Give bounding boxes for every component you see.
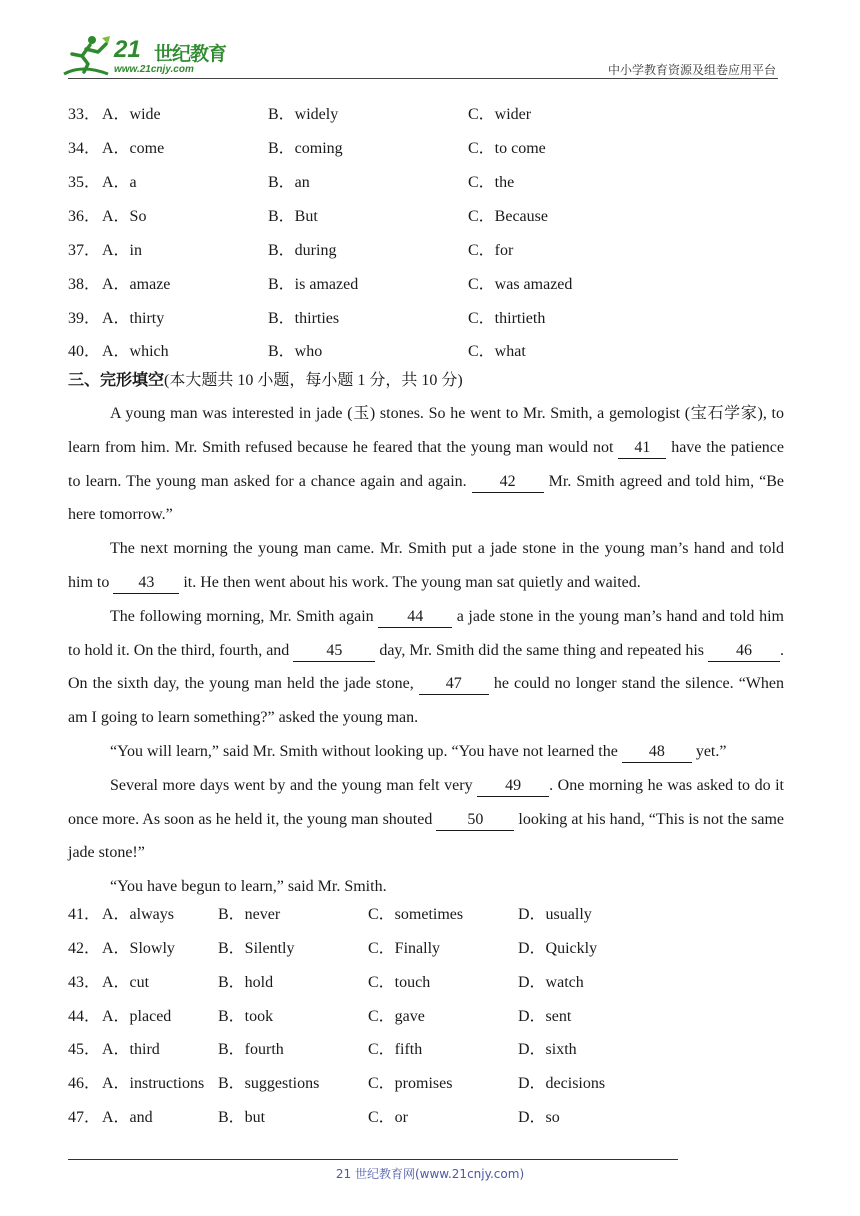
passage-paragraph (68, 735, 784, 769)
question-number: 45． (68, 1041, 101, 1058)
option-a[interactable]: A．third (102, 1041, 160, 1058)
option-b[interactable]: B．coming (268, 140, 343, 157)
passage-text: “You will learn,” said Mr. Smith without looking up. “You have not learned the (110, 742, 622, 760)
option-c[interactable]: C．touch (368, 974, 431, 991)
option-a[interactable]: A．Slowly (102, 940, 175, 957)
option-c[interactable]: C．Finally (368, 940, 441, 957)
option-b[interactable]: B．during (268, 242, 337, 259)
option-c[interactable]: C．fifth (368, 1041, 423, 1058)
question-number: 38． (68, 276, 101, 293)
blank-45[interactable]: 45 (293, 641, 375, 662)
option-d[interactable]: D．sixth (518, 1041, 577, 1058)
cloze-passage (68, 397, 784, 904)
option-b[interactable]: B．But (268, 208, 318, 225)
blank-41[interactable]: 41 (618, 438, 666, 459)
option-c[interactable]: C．thirtieth (468, 310, 546, 327)
passage-text: a jade stone in the young man’s hand and told him to hold it. On the third, fourth, and (68, 607, 784, 659)
question-number: 47． (68, 1109, 101, 1126)
passage-text: he could no longer stand the silence. “When am I going to learn something?” asked the young man. (68, 675, 784, 727)
passage-paragraph (68, 397, 784, 532)
option-a[interactable]: A．always (102, 906, 174, 923)
option-b[interactable]: B．suggestions (218, 1075, 320, 1092)
blank-50[interactable]: 50 (436, 810, 514, 831)
passage-text: The next morning the young man came. Mr. Smith put a jade stone in the young man’s hand and told him to (68, 540, 784, 591)
blank-44[interactable]: 44 (378, 607, 452, 628)
option-b[interactable]: B．hold (218, 974, 274, 991)
passage-text: yet.” (691, 742, 727, 760)
question-number: 40． (68, 343, 101, 360)
logo-number: 21 (114, 36, 141, 63)
option-d[interactable]: D．sent (518, 1008, 572, 1025)
option-d[interactable]: D．so (518, 1109, 560, 1126)
option-d[interactable]: D．usually (518, 906, 592, 923)
passage-text: . One morning he was asked to do it once more. As soon as he held it, the young man shouted (68, 776, 785, 828)
blank-42[interactable]: 42 (472, 472, 544, 493)
question-number: 43． (68, 974, 101, 991)
option-a[interactable]: A．and (102, 1109, 153, 1126)
passage-paragraph (68, 532, 784, 600)
option-b[interactable]: B．who (268, 343, 323, 360)
blank-47[interactable]: 47 (419, 674, 489, 695)
option-c[interactable]: C．promises (368, 1075, 453, 1092)
section-heading (68, 369, 463, 392)
passage-text: looking at his hand, “This is not the same jade stone!” (68, 810, 785, 862)
option-a[interactable]: A．placed (102, 1008, 172, 1025)
page-header (0, 0, 860, 90)
blank-43[interactable]: 43 (113, 573, 179, 594)
site-logo[interactable] (62, 34, 232, 80)
option-d[interactable]: D．Quickly (518, 940, 598, 957)
option-c[interactable]: C．Because (468, 208, 548, 225)
question-number: 46． (68, 1075, 101, 1092)
passage-text: A young man was interested in jade (玉) stones. So he went to Mr. Smith, a gemologist (宝石学家), to learn from him. Mr. Smith refused because he feared that the young man would not (68, 405, 784, 456)
blank-48[interactable]: 48 (622, 742, 692, 763)
passage-paragraph (68, 769, 784, 870)
platform-name: 中小学教育资源及组卷应用平台 (607, 63, 776, 77)
passage-text: The following morning, Mr. Smith again (110, 607, 379, 625)
question-number: 35． (68, 174, 101, 191)
footer-divider (68, 1159, 678, 1160)
section-title: 三、完形填空 (68, 370, 165, 389)
runner-logo-icon (62, 34, 114, 78)
option-a[interactable]: A．which (102, 343, 169, 360)
option-a[interactable]: A．instructions (102, 1075, 205, 1092)
option-c[interactable]: C．was amazed (468, 276, 573, 293)
option-c[interactable]: C．to come (468, 140, 546, 157)
option-c[interactable]: C．the (468, 174, 515, 191)
option-a[interactable]: A．wide (102, 106, 161, 123)
question-number: 44． (68, 1008, 101, 1025)
option-b[interactable]: B．thirties (268, 310, 340, 327)
option-c[interactable]: C．what (468, 343, 526, 360)
option-c[interactable]: C．sometimes (368, 906, 464, 923)
question-number: 33． (68, 106, 101, 123)
logo-url: www.21cnjy.com (114, 64, 194, 75)
question-number: 34． (68, 140, 101, 157)
blank-46[interactable]: 46 (708, 641, 780, 662)
passage-text: day, Mr. Smith did the same thing and repeated his (375, 641, 708, 659)
option-b[interactable]: B．an (268, 174, 310, 191)
option-b[interactable]: B．Silently (218, 940, 295, 957)
option-d[interactable]: D．decisions (518, 1075, 606, 1092)
option-a[interactable]: A．cut (102, 974, 150, 991)
option-b[interactable]: B．fourth (218, 1041, 284, 1058)
footer-link[interactable]: 21 世纪教育网(www.21cnjy.com) (335, 1167, 525, 1181)
blank-49[interactable]: 49 (477, 776, 549, 797)
question-number: 39． (68, 310, 101, 327)
passage-text: . On the sixth day, the young man held the jade stone, (68, 641, 784, 693)
option-c[interactable]: C．wider (468, 106, 532, 123)
passage-text: “You have begun to learn,” said Mr. Smith. (110, 878, 387, 896)
option-a[interactable]: A．come (102, 140, 165, 157)
question-number: 42． (68, 940, 101, 957)
passage-paragraph (68, 600, 784, 735)
option-c[interactable]: C．or (368, 1109, 409, 1126)
passage-text: have the patience to learn. The young man asked for a chance again and again. (68, 438, 785, 490)
passage-text: Mr. Smith agreed and told him, “Be here tomorrow.” (68, 472, 785, 524)
logo-text: 世纪教育 (154, 43, 227, 65)
option-a[interactable]: A．a (102, 174, 137, 191)
passage-text: Several more days went by and the young man felt very (110, 776, 478, 794)
option-d[interactable]: D．watch (518, 974, 584, 991)
option-a[interactable]: A．in (102, 242, 143, 259)
option-a[interactable]: A．So (102, 208, 147, 225)
header-divider (68, 78, 778, 79)
question-number: 37． (68, 242, 101, 259)
option-b[interactable]: B．took (218, 1008, 274, 1025)
option-b[interactable]: B．widely (268, 106, 339, 123)
section-note: (本大题共 10 小题，每小题 1 分，共 10 分) (164, 372, 463, 389)
passage-text: it. He then went about his work. The young man sat quietly and waited. (179, 573, 641, 591)
option-b[interactable]: B．is amazed (268, 276, 359, 293)
option-b[interactable]: B．but (218, 1109, 266, 1126)
question-number: 36． (68, 208, 101, 225)
passage-paragraph (68, 870, 784, 904)
option-c[interactable]: C．for (468, 242, 514, 259)
option-a[interactable]: A．thirty (102, 310, 165, 327)
option-c[interactable]: C．gave (368, 1008, 425, 1025)
option-b[interactable]: B．never (218, 906, 281, 923)
question-number: 41． (68, 906, 101, 923)
option-a[interactable]: A．amaze (102, 276, 171, 293)
